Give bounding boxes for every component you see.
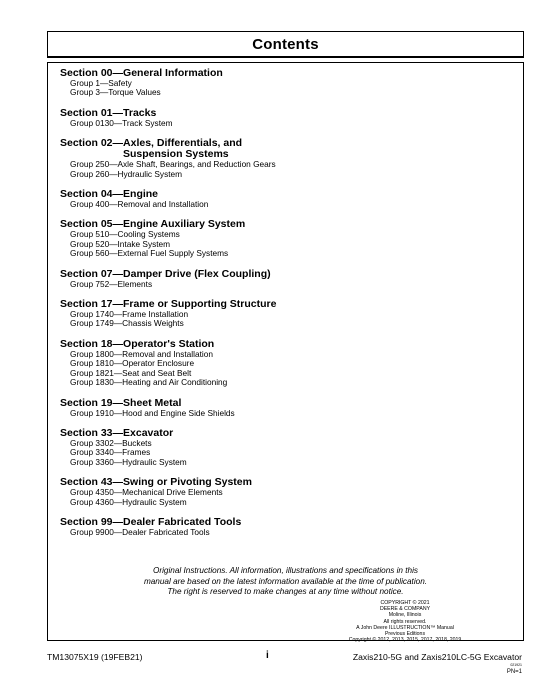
group-entry[interactable]: Group 3360—Hydraulic System [70,456,187,467]
group-entry[interactable]: Group 0130—Track System [70,117,173,128]
section-entry [60,476,515,507]
group-entry[interactable]: Group 4360—Hydraulic System [70,496,187,507]
footer-code: 021921 [510,663,522,667]
group-entry[interactable]: Group 560—External Fuel Supply Systems [70,248,229,259]
document-id: TM13075X19 (19FEB21) [47,652,143,662]
notice-line: manual are based on the latest information available at the time of publication. [143,576,428,586]
copyright-line: Moline, Illinois [388,612,422,619]
page-title-box [47,31,524,58]
group-entry[interactable]: Group 9900—Dealer Fabricated Tools [70,526,210,537]
section-entry [60,298,515,329]
section-list [60,67,515,546]
section-title[interactable]: Section 02—Axles, Differentials, and [60,137,243,150]
section-entry [60,516,515,537]
group-entry[interactable]: Group 400—Removal and Installation [70,199,209,210]
page-pn: PN=1 [506,669,522,675]
copyright-line: A John Deere ILLUSTRUCTION™ Manual [356,624,454,631]
section-title[interactable]: Section 04—Engine [60,188,159,201]
section-entry [60,338,515,388]
group-entry[interactable]: Group 1740—Frame Installation [70,309,189,320]
group-entry[interactable]: Group 510—Cooling Systems [70,229,180,240]
section-title[interactable]: Section 99—Dealer Fabricated Tools [60,515,242,528]
group-entry[interactable]: Group 3—Torque Values [70,87,161,98]
section-entry [60,137,515,179]
group-entry[interactable]: Group 3340—Frames [70,447,151,458]
copyright-line: DEERE & COMPANY [379,606,431,613]
section-title[interactable]: Section 07—Damper Drive (Flex Coupling) [60,267,271,280]
section-entry [60,268,515,289]
copyright-block [330,600,480,643]
group-entry[interactable]: Group 260—Hydraulic System [70,168,183,179]
group-entry[interactable]: Group 250—Axle Shaft, Bearings, and Reduction Gears [70,159,276,170]
section-title-continued[interactable]: Suspension Systems [123,148,229,161]
page-title: Contents [252,35,319,53]
section-entry [60,427,515,467]
section-title[interactable]: Section 00—General Information [60,67,223,79]
group-entry[interactable]: Group 520—Intake System [70,238,171,249]
section-title[interactable]: Section 19—Sheet Metal [60,396,182,409]
copyright-line: Copyright © 2012, 2013, 2015, 2017, 2018, 2019 [348,637,462,644]
section-entry [60,107,515,128]
group-entry[interactable]: Group 1810—Operator Enclosure [70,358,195,369]
section-title[interactable]: Section 33—Excavator [60,426,174,439]
group-entry[interactable]: Group 3302—Buckets [70,437,152,448]
machine-title: Zaxis210-5G and Zaxis210LC-5G Excavator [352,652,522,662]
notice-line: The right is reserved to make changes at any time without notice. [167,587,404,596]
group-entry[interactable]: Group 1830—Heating and Air Conditioning [70,377,228,388]
section-title[interactable]: Section 18—Operator's Station [60,337,215,350]
group-entry[interactable]: Group 4350—Mechanical Drive Elements [70,487,223,498]
section-entry [60,188,515,209]
section-title[interactable]: Section 01—Tracks [60,106,157,119]
copyright-line: Previous Editions [384,631,426,638]
group-entry[interactable]: Group 1821—Seat and Seat Belt [70,367,192,378]
section-title[interactable]: Section 05—Engine Auxiliary System [60,218,246,231]
group-entry[interactable]: Group 1800—Removal and Installation [70,348,213,359]
copyright-line: All rights reserved. [383,618,427,625]
notice-line: Original Instructions. All information, illustrations and specifications in this [153,566,418,575]
section-entry [60,218,515,258]
contents-panel [47,62,524,644]
group-entry[interactable]: Group 752—Elements [70,278,153,289]
section-entry [60,67,515,98]
group-entry[interactable]: Group 1910—Hood and Engine Side Shields [70,407,235,418]
section-title[interactable]: Section 43—Swing or Pivoting System [60,476,252,489]
copyright-line: COPYRIGHT © 2021 [380,600,430,606]
section-entry [60,397,515,418]
group-entry[interactable]: Group 1749—Chassis Weights [70,318,184,329]
section-title[interactable]: Section 17—Frame or Supporting Structure [60,298,277,311]
page-number: i [266,650,269,661]
instructions-notice [48,566,523,598]
group-entry[interactable]: Group 1—Safety [70,78,132,88]
